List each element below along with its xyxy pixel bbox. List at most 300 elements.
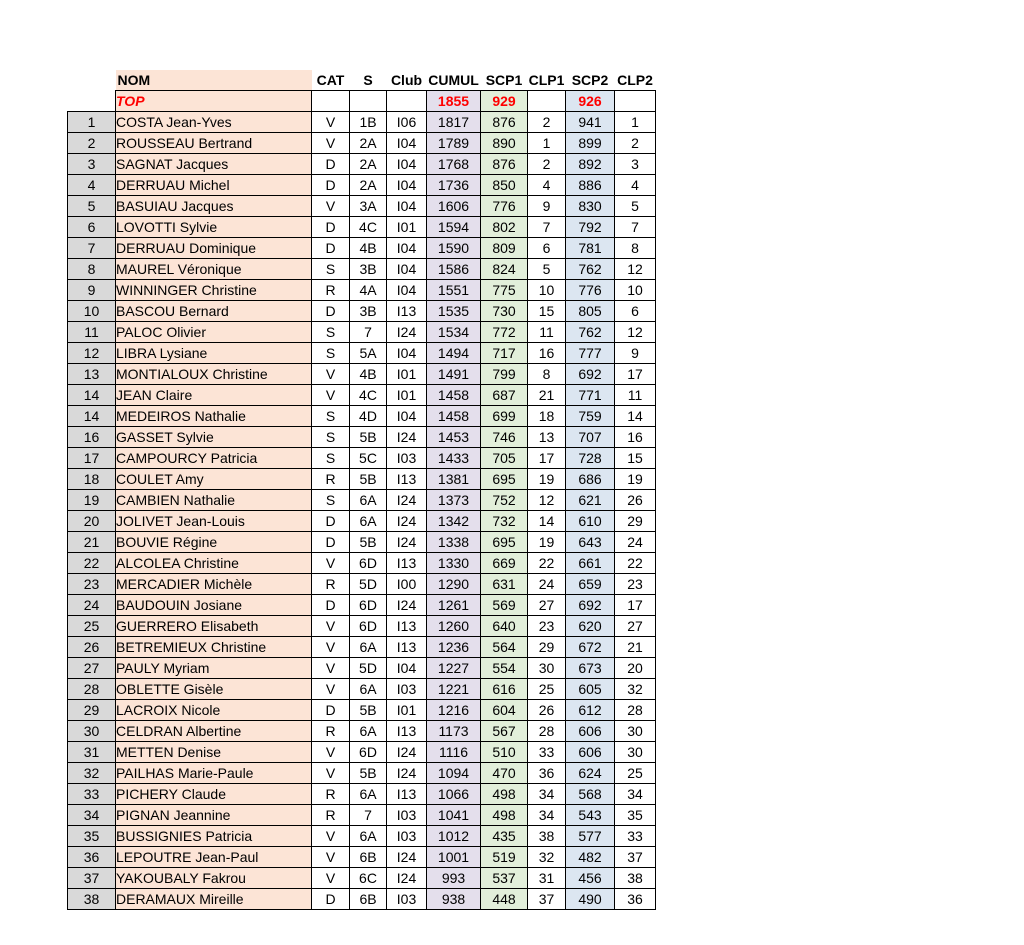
cat-cell: D [312,154,350,175]
club-cell: I03 [387,448,427,469]
table-row [68,427,656,448]
scp1-cell: 604 [481,700,528,721]
rank-cell: 14 [68,385,116,406]
cat-cell: V [312,364,350,385]
s-cell: 5B [350,427,387,448]
s-cell: 3A [350,196,387,217]
rank-cell: 4 [68,175,116,196]
scp2-cell: 490 [566,889,615,910]
club-cell: I04 [387,343,427,364]
cumul-cell: 1381 [427,469,481,490]
cat-cell: R [312,469,350,490]
clp1-cell: 24 [528,574,566,595]
scp2-cell: 692 [566,595,615,616]
cat-cell: S [312,343,350,364]
scp1-cell: 732 [481,511,528,532]
clp2-cell: 6 [615,301,656,322]
name-cell: JEAN Claire [116,385,312,406]
rank-cell: 14 [68,406,116,427]
cumul-cell: 1535 [427,301,481,322]
s-cell: 6A [350,490,387,511]
club-cell: I04 [387,175,427,196]
cat-cell: S [312,448,350,469]
table-row [68,679,656,700]
name-cell: WINNINGER Christine [116,280,312,301]
s-cell: 6D [350,553,387,574]
clp1-cell: 13 [528,427,566,448]
club-cell: I03 [387,679,427,700]
cat-cell: V [312,385,350,406]
table-row [68,658,656,679]
scp1-cell: 746 [481,427,528,448]
club-cell: I06 [387,112,427,133]
clp2-cell: 14 [615,406,656,427]
header-s: S [350,70,387,91]
cat-cell: V [312,553,350,574]
name-cell: LEPOUTRE Jean-Paul [116,847,312,868]
club-cell: I04 [387,154,427,175]
rank-cell: 30 [68,721,116,742]
name-cell: ALCOLEA Christine [116,553,312,574]
scp2-cell: 606 [566,721,615,742]
club-cell: I24 [387,322,427,343]
clp2-cell: 21 [615,637,656,658]
clp2-cell: 27 [615,616,656,637]
clp2-cell: 9 [615,343,656,364]
clp2-cell: 10 [615,280,656,301]
cumul-cell: 1491 [427,364,481,385]
cumul-cell: 1330 [427,553,481,574]
club-cell: I24 [387,532,427,553]
name-cell: MEDEIROS Nathalie [116,406,312,427]
header-club: Club [387,70,427,91]
rank-cell: 3 [68,154,116,175]
clp1-cell: 29 [528,637,566,658]
clp2-cell: 37 [615,847,656,868]
scp1-cell: 799 [481,364,528,385]
cumul-cell: 1458 [427,385,481,406]
clp1-cell: 5 [528,259,566,280]
header-clp2: CLP2 [615,70,656,91]
s-cell: 5B [350,532,387,553]
clp2-cell: 4 [615,175,656,196]
club-cell: I13 [387,469,427,490]
club-cell: I24 [387,742,427,763]
cat-cell: V [312,742,350,763]
scp2-cell: 456 [566,868,615,889]
s-cell: 4A [350,280,387,301]
name-cell: DERRUAU Dominique [116,238,312,259]
scp1-cell: 699 [481,406,528,427]
table-row [68,343,656,364]
clp1-cell: 9 [528,196,566,217]
scp2-cell: 543 [566,805,615,826]
rank-cell: 8 [68,259,116,280]
s-cell: 5B [350,763,387,784]
cumul-cell: 1116 [427,742,481,763]
header-row [68,70,656,91]
clp2-cell: 28 [615,700,656,721]
clp1-cell: 2 [528,112,566,133]
rank-cell: 11 [68,322,116,343]
name-cell: DERRUAU Michel [116,175,312,196]
scp1-cell: 775 [481,280,528,301]
cat-cell: V [312,616,350,637]
clp2-cell: 30 [615,721,656,742]
clp2-cell: 17 [615,595,656,616]
club-cell: I13 [387,301,427,322]
table-row [68,469,656,490]
cat-cell: V [312,763,350,784]
clp2-cell: 20 [615,658,656,679]
clp2-cell: 24 [615,532,656,553]
top-cumul: 1855 [427,91,481,112]
s-cell: 6A [350,511,387,532]
scp2-cell: 643 [566,532,615,553]
rank-cell: 27 [68,658,116,679]
scp1-cell: 776 [481,196,528,217]
name-cell: BASCOU Bernard [116,301,312,322]
top-row [68,91,656,112]
scp2-cell: 771 [566,385,615,406]
scp2-cell: 659 [566,574,615,595]
table-row [68,154,656,175]
s-cell: 3B [350,301,387,322]
cat-cell: V [312,196,350,217]
rank-cell: 9 [68,280,116,301]
name-cell: OBLETTE Gisèle [116,679,312,700]
club-cell: I04 [387,658,427,679]
club-cell: I04 [387,280,427,301]
table-row [68,889,656,910]
table-row [68,511,656,532]
cumul-cell: 1236 [427,637,481,658]
cat-cell: R [312,784,350,805]
s-cell: 6B [350,847,387,868]
s-cell: 6A [350,637,387,658]
name-cell: LACROIX Nicole [116,700,312,721]
club-cell: I01 [387,364,427,385]
clp2-cell: 38 [615,868,656,889]
top-club-cell [387,91,427,112]
s-cell: 4D [350,406,387,427]
clp1-cell: 31 [528,868,566,889]
s-cell: 5B [350,469,387,490]
clp2-cell: 7 [615,217,656,238]
cat-cell: D [312,595,350,616]
scp1-cell: 435 [481,826,528,847]
clp1-cell: 38 [528,826,566,847]
club-cell: I01 [387,700,427,721]
scp2-cell: 892 [566,154,615,175]
rank-cell: 32 [68,763,116,784]
club-cell: I00 [387,574,427,595]
s-cell: 7 [350,805,387,826]
table-row [68,826,656,847]
cat-cell: V [312,868,350,889]
rank-cell: 36 [68,847,116,868]
cumul-cell: 1173 [427,721,481,742]
scp2-cell: 568 [566,784,615,805]
scp2-cell: 762 [566,259,615,280]
scp2-cell: 606 [566,742,615,763]
scp2-cell: 605 [566,679,615,700]
scp1-cell: 809 [481,238,528,259]
cat-cell: D [312,238,350,259]
scp2-cell: 577 [566,826,615,847]
cat-cell: V [312,133,350,154]
club-cell: I03 [387,805,427,826]
cat-cell: V [312,847,350,868]
top-scp1: 929 [481,91,528,112]
top-label: TOP [116,91,312,112]
scp1-cell: 669 [481,553,528,574]
scp1-cell: 850 [481,175,528,196]
clp1-cell: 27 [528,595,566,616]
scp1-cell: 824 [481,259,528,280]
cat-cell: S [312,427,350,448]
scp1-cell: 640 [481,616,528,637]
clp2-cell: 12 [615,322,656,343]
scp2-cell: 776 [566,280,615,301]
club-cell: I04 [387,133,427,154]
rank-cell: 2 [68,133,116,154]
cat-cell: R [312,721,350,742]
scp1-cell: 510 [481,742,528,763]
scp1-cell: 752 [481,490,528,511]
table-row [68,217,656,238]
s-cell: 6A [350,721,387,742]
clp2-cell: 35 [615,805,656,826]
s-cell: 6D [350,616,387,637]
clp2-cell: 23 [615,574,656,595]
cat-cell: D [312,217,350,238]
clp1-cell: 30 [528,658,566,679]
cumul-cell: 1342 [427,511,481,532]
scp1-cell: 802 [481,217,528,238]
table-row [68,595,656,616]
table-row [68,553,656,574]
scp1-cell: 519 [481,847,528,868]
clp2-cell: 12 [615,259,656,280]
name-cell: COSTA Jean-Yves [116,112,312,133]
table-row [68,637,656,658]
s-cell: 1B [350,112,387,133]
scp2-cell: 661 [566,553,615,574]
scp1-cell: 537 [481,868,528,889]
name-cell: BASUIAU Jacques [116,196,312,217]
rank-cell: 21 [68,532,116,553]
table-row [68,301,656,322]
clp1-cell: 17 [528,448,566,469]
cat-cell: R [312,805,350,826]
cumul-cell: 1094 [427,763,481,784]
name-cell: CAMBIEN Nathalie [116,490,312,511]
rank-cell: 20 [68,511,116,532]
cumul-cell: 1338 [427,532,481,553]
cat-cell: V [312,826,350,847]
cumul-cell: 1494 [427,343,481,364]
table-row [68,259,656,280]
scp2-cell: 673 [566,658,615,679]
scp2-cell: 707 [566,427,615,448]
header-scp2: SCP2 [566,70,615,91]
table-row [68,784,656,805]
rank-cell: 29 [68,700,116,721]
cumul-cell: 1261 [427,595,481,616]
clp1-cell: 23 [528,616,566,637]
cumul-cell: 1373 [427,490,481,511]
rank-cell: 19 [68,490,116,511]
name-cell: PAULY Myriam [116,658,312,679]
rank-cell: 1 [68,112,116,133]
clp1-cell: 8 [528,364,566,385]
clp1-cell: 33 [528,742,566,763]
scp2-cell: 805 [566,301,615,322]
table-row [68,868,656,889]
s-cell: 4C [350,385,387,406]
scp1-cell: 554 [481,658,528,679]
club-cell: I24 [387,595,427,616]
rank-cell: 28 [68,679,116,700]
header-cat: CAT [312,70,350,91]
s-cell: 4B [350,238,387,259]
club-cell: I13 [387,637,427,658]
rank-cell: 16 [68,427,116,448]
s-cell: 5B [350,700,387,721]
cumul-cell: 938 [427,889,481,910]
clp2-cell: 5 [615,196,656,217]
rank-cell: 26 [68,637,116,658]
table-row [68,742,656,763]
table-row [68,175,656,196]
cat-cell: D [312,532,350,553]
table-row [68,364,656,385]
scp1-cell: 569 [481,595,528,616]
cumul-cell: 1534 [427,322,481,343]
clp2-cell: 2 [615,133,656,154]
cumul-cell: 1227 [427,658,481,679]
scp2-cell: 759 [566,406,615,427]
cumul-cell: 1789 [427,133,481,154]
s-cell: 7 [350,322,387,343]
name-cell: PICHERY Claude [116,784,312,805]
s-cell: 3B [350,259,387,280]
name-cell: CELDRAN Albertine [116,721,312,742]
table-row [68,574,656,595]
s-cell: 2A [350,175,387,196]
top-s-cell [350,91,387,112]
rank-cell: 23 [68,574,116,595]
name-cell: COULET Amy [116,469,312,490]
rank-cell: 35 [68,826,116,847]
s-cell: 5D [350,574,387,595]
name-cell: LIBRA Lysiane [116,343,312,364]
clp1-cell: 36 [528,763,566,784]
scp2-cell: 899 [566,133,615,154]
clp1-cell: 34 [528,784,566,805]
clp2-cell: 1 [615,112,656,133]
club-cell: I24 [387,427,427,448]
clp1-cell: 28 [528,721,566,742]
rank-cell: 24 [68,595,116,616]
clp1-cell: 19 [528,532,566,553]
s-cell: 6D [350,595,387,616]
cumul-cell: 1590 [427,238,481,259]
clp2-cell: 19 [615,469,656,490]
cat-cell: V [312,679,350,700]
rank-cell: 22 [68,553,116,574]
scp2-cell: 692 [566,364,615,385]
rank-cell: 6 [68,217,116,238]
scp1-cell: 876 [481,112,528,133]
scp1-cell: 498 [481,805,528,826]
s-cell: 6A [350,679,387,700]
clp1-cell: 7 [528,217,566,238]
rank-cell: 25 [68,616,116,637]
table-row [68,616,656,637]
clp2-cell: 22 [615,553,656,574]
rank-cell: 37 [68,868,116,889]
scp2-cell: 620 [566,616,615,637]
name-cell: MAUREL Véronique [116,259,312,280]
clp1-cell: 26 [528,700,566,721]
rank-cell: 31 [68,742,116,763]
cat-cell: D [312,889,350,910]
scp2-cell: 781 [566,238,615,259]
header-clp1: CLP1 [528,70,566,91]
name-cell: LOVOTTI Sylvie [116,217,312,238]
club-cell: I01 [387,385,427,406]
name-cell: CAMPOURCY Patricia [116,448,312,469]
clp1-cell: 34 [528,805,566,826]
clp1-cell: 4 [528,175,566,196]
table-row [68,805,656,826]
rank-cell: 13 [68,364,116,385]
club-cell: I03 [387,826,427,847]
scp2-cell: 610 [566,511,615,532]
rank-cell: 10 [68,301,116,322]
table-row [68,847,656,868]
cumul-cell: 1736 [427,175,481,196]
clp1-cell: 18 [528,406,566,427]
clp1-cell: 19 [528,469,566,490]
cat-cell: V [312,637,350,658]
cumul-cell: 1216 [427,700,481,721]
clp2-cell: 32 [615,679,656,700]
scp1-cell: 695 [481,532,528,553]
club-cell: I04 [387,238,427,259]
clp1-cell: 2 [528,154,566,175]
table-row [68,322,656,343]
scp2-cell: 728 [566,448,615,469]
top-clp1-cell [528,91,566,112]
table-row [68,385,656,406]
scp1-cell: 695 [481,469,528,490]
name-cell: GUERRERO Elisabeth [116,616,312,637]
s-cell: 2A [350,133,387,154]
name-cell: YAKOUBALY Fakrou [116,868,312,889]
scp1-cell: 470 [481,763,528,784]
table-row [68,280,656,301]
top-scp2: 926 [566,91,615,112]
cat-cell: R [312,280,350,301]
clp1-cell: 32 [528,847,566,868]
name-cell: METTEN Denise [116,742,312,763]
cumul-cell: 1586 [427,259,481,280]
header-scp1: SCP1 [481,70,528,91]
cat-cell: D [312,175,350,196]
